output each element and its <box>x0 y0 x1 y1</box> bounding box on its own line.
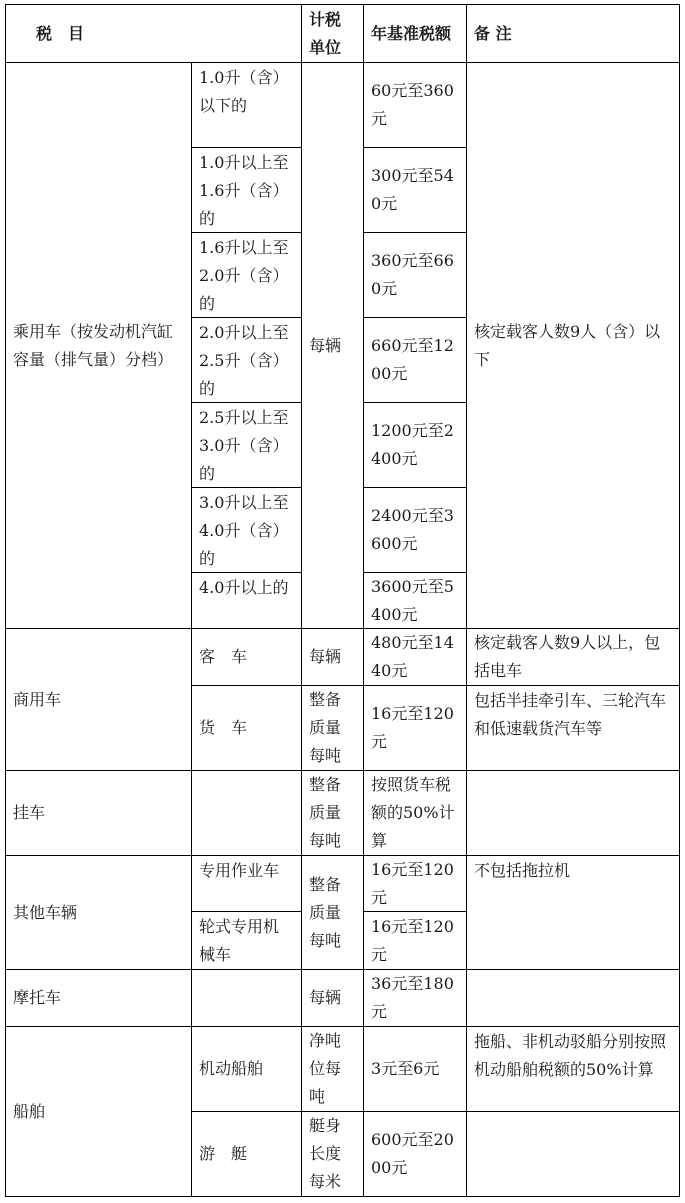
header-unit <box>301 4 364 63</box>
truck-name-text: 货 车 <box>199 718 248 737</box>
header-item <box>5 4 302 63</box>
header-amount-text: 年基准税额 <box>371 23 452 43</box>
motorcycle-label <box>5 969 192 1027</box>
motor-vessel-note-text: 拖船、非机动驳船分别按照机动船舶税额的50%计算 <box>474 1032 667 1079</box>
passenger-note <box>466 62 680 629</box>
bus-name-text: 客 车 <box>199 647 248 666</box>
yacht-amount <box>363 1111 467 1197</box>
bus-unit-text: 每辆 <box>309 647 342 666</box>
passenger-tier-amount <box>363 62 467 148</box>
tier-1-name: 1.0升以上至1.6升（含）的 <box>199 153 289 228</box>
trailer-label-text: 挂车 <box>13 803 46 822</box>
motorcycle-amount-text: 36元至180元 <box>371 974 454 1021</box>
motorcycle-note-empty <box>466 969 680 1027</box>
tier-4-amount: 1200元至2400元 <box>371 421 454 468</box>
passenger-label <box>5 62 192 629</box>
passenger-tier-amount <box>363 487 467 573</box>
special-vehicle-name-text: 专用作业车 <box>199 861 280 880</box>
motorcycle-unit-text: 每辆 <box>309 988 342 1007</box>
header-item-text: 税 目 <box>36 23 85 43</box>
motorcycle-label-text: 摩托车 <box>13 988 62 1007</box>
wheeled-vehicle-amount-text: 16元至120元 <box>371 916 454 964</box>
truck-note <box>466 685 680 771</box>
header-amount <box>363 4 467 63</box>
other-label-text: 其他车辆 <box>13 902 78 922</box>
passenger-tier-amount <box>363 402 467 488</box>
passenger-tier-name <box>191 147 302 233</box>
other-unit-text: 整备质量每吨 <box>309 874 342 950</box>
trailer-label <box>5 770 192 856</box>
bus-amount <box>363 628 467 686</box>
tier-0-name: 1.0升（含）以下的 <box>199 68 289 115</box>
motorcycle-amount <box>363 969 467 1027</box>
bus-amount-text: 480元至1440元 <box>371 633 454 680</box>
trailer-unit-text: 整备质量每吨 <box>309 775 342 850</box>
special-vehicle-amount-text: 16元至120元 <box>371 859 454 907</box>
tier-0-amount: 60元至360元 <box>371 81 454 128</box>
bus-note-text: 核定载客人数9人以上，包括电车 <box>474 633 661 680</box>
yacht-name-text: 游 艇 <box>199 1144 248 1163</box>
bus-note <box>466 628 680 686</box>
passenger-note-text: 核定载客人数9人（含）以下 <box>474 321 661 369</box>
tier-5-name: 3.0升以上至4.0升（含）的 <box>199 493 289 568</box>
passenger-tier-amount <box>363 572 467 629</box>
header-unit-text: 计税单位 <box>309 9 342 57</box>
special-vehicle-amount <box>363 855 467 912</box>
vessel-label-text: 船舶 <box>13 1101 46 1121</box>
trailer-note-empty <box>466 770 680 856</box>
bus-name <box>191 628 302 686</box>
motor-vessel-name <box>191 1026 302 1112</box>
yacht-note-empty <box>466 1111 680 1197</box>
passenger-tier-name <box>191 232 302 318</box>
yacht-name <box>191 1111 302 1197</box>
passenger-tier-name <box>191 317 302 403</box>
tier-5-amount: 2400元至3600元 <box>371 506 454 553</box>
motorcycle-empty <box>191 969 302 1027</box>
tier-2-amount: 360元至660元 <box>371 251 454 298</box>
passenger-tier-amount <box>363 317 467 403</box>
passenger-label-text: 乘用车（按发动机汽缸容量（排气量）分档） <box>13 321 174 369</box>
other-unit <box>301 855 364 970</box>
bus-unit <box>301 628 364 686</box>
tier-3-name: 2.0升以上至2.5升（含）的 <box>199 323 289 398</box>
vessel-label <box>5 1026 192 1197</box>
wheeled-vehicle-name-text: 轮式专用机械车 <box>199 917 280 964</box>
other-note-text: 不包括拖拉机 <box>474 861 571 880</box>
commercial-label <box>5 628 192 771</box>
truck-unit-text: 整备质量每吨 <box>309 690 342 765</box>
vehicle-tax-table <box>5 4 680 1197</box>
trailer-unit <box>301 770 364 856</box>
tier-2-name: 1.6升以上至2.0升（含）的 <box>199 238 289 313</box>
yacht-unit-text: 艇身长度每米 <box>309 1116 342 1191</box>
passenger-unit-text: 每辆 <box>309 335 342 355</box>
motor-vessel-note <box>466 1026 680 1112</box>
trailer-amount <box>363 770 467 856</box>
tier-3-amount: 660元至1200元 <box>371 336 454 383</box>
tier-1-amount: 300元至540元 <box>371 166 454 213</box>
yacht-amount-text: 600元至2000元 <box>371 1130 454 1177</box>
motor-vessel-amount <box>363 1026 467 1112</box>
other-label <box>5 855 192 970</box>
passenger-tier-name <box>191 572 302 629</box>
header-note-text: 备 注 <box>474 23 512 43</box>
motor-vessel-name-text: 机动船舶 <box>199 1059 264 1078</box>
tier-6-amount: 3600元至5400元 <box>371 576 454 624</box>
truck-unit <box>301 685 364 771</box>
trailer-amount-text: 按照货车税额的50%计算 <box>371 775 455 850</box>
motorcycle-unit <box>301 969 364 1027</box>
truck-amount-text: 16元至120元 <box>371 704 454 751</box>
truck-amount <box>363 685 467 771</box>
truck-note-text: 包括半挂牵引车、三轮汽车和低速载货汽车等 <box>474 691 667 738</box>
header-note <box>466 4 680 63</box>
motor-vessel-amount-text: 3元至6元 <box>371 1059 440 1078</box>
commercial-label-text: 商用车 <box>13 689 62 709</box>
wheeled-vehicle-amount <box>363 911 467 970</box>
passenger-unit <box>301 62 364 629</box>
passenger-tier-name <box>191 487 302 573</box>
tier-4-name: 2.5升以上至3.0升（含）的 <box>199 408 289 483</box>
tier-6-name: 4.0升以上的 <box>199 578 289 597</box>
motor-vessel-unit <box>301 1026 364 1112</box>
other-note <box>466 855 680 970</box>
motor-vessel-unit-text: 净吨位每吨 <box>309 1031 342 1106</box>
passenger-tier-amount <box>363 147 467 233</box>
truck-name <box>191 685 302 771</box>
passenger-tier-amount <box>363 232 467 318</box>
special-vehicle-name <box>191 855 302 912</box>
passenger-tier-name <box>191 62 302 148</box>
yacht-unit <box>301 1111 364 1197</box>
wheeled-vehicle-name <box>191 911 302 970</box>
trailer-empty <box>191 770 302 856</box>
passenger-tier-name <box>191 402 302 488</box>
